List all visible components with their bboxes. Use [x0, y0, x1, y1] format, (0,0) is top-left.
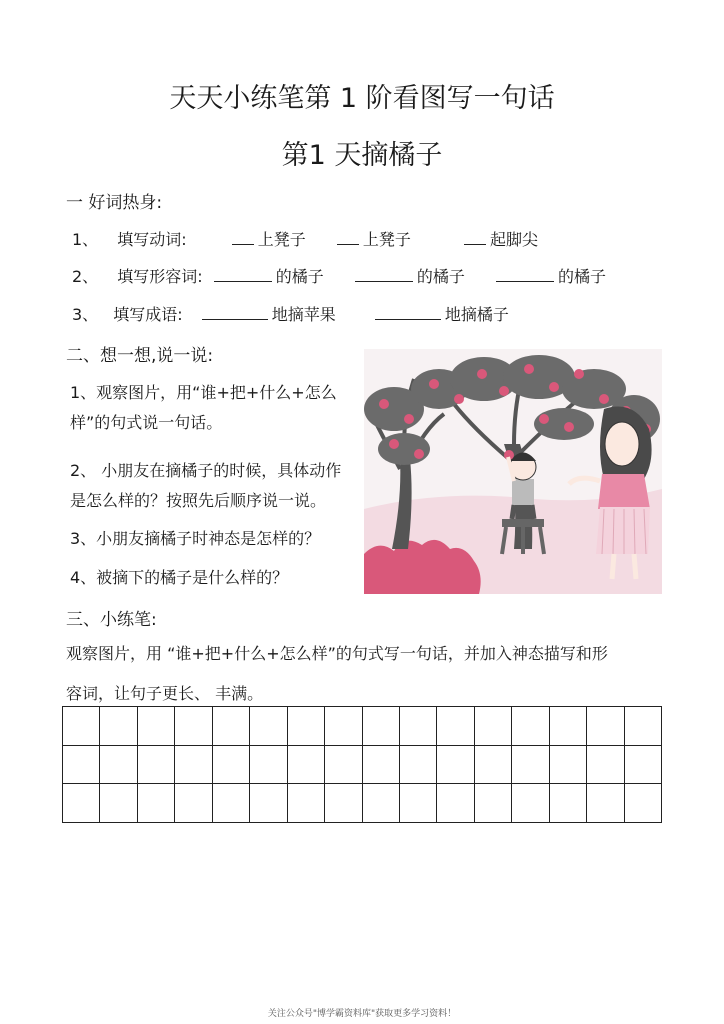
page-subtitle: 第1 天摘橘子: [281, 140, 443, 171]
grid-cell[interactable]: [512, 784, 549, 823]
grid-cell[interactable]: [63, 745, 100, 784]
grid-cell[interactable]: [100, 707, 137, 746]
row-number: 2、: [72, 267, 99, 286]
grid-cell[interactable]: [549, 784, 586, 823]
fill-blank[interactable]: [355, 264, 413, 282]
grid-cell[interactable]: [325, 784, 362, 823]
grid-cell[interactable]: [63, 707, 100, 746]
blank-suffix: 地摘橘子: [444, 305, 509, 324]
grid-cell[interactable]: [549, 707, 586, 746]
section3-heading: 三、小练笔:: [66, 610, 157, 630]
blank-suffix: 的橘子: [416, 267, 465, 286]
fill-blank[interactable]: [375, 302, 441, 320]
instruction-line: 容词，让句子更长、 丰满。: [66, 684, 264, 703]
blank-suffix: 的橘子: [558, 267, 607, 286]
grid-cell[interactable]: [325, 707, 362, 746]
grid-cell[interactable]: [474, 745, 511, 784]
grid-cell[interactable]: [362, 745, 399, 784]
question-line: 样”的句式说一句话。: [70, 413, 223, 432]
question-line: 是怎么样的？按照先后顺序说一说。: [70, 491, 327, 510]
row-label: 填写动词:: [117, 230, 187, 249]
grid-cell[interactable]: [287, 707, 324, 746]
grid-cell[interactable]: [587, 707, 624, 746]
instruction-line: 观察图片，用 “谁+把+什么+怎么样”的句式写一句话，并加入神态描写和形: [66, 644, 608, 663]
question-line: 2、 小朋友在摘橘子的时候，具体动作: [70, 461, 342, 480]
row-number: 3、: [72, 305, 99, 324]
section1-heading: 一 好词热身:: [66, 193, 163, 213]
grid-cell[interactable]: [250, 745, 287, 784]
grid-cell[interactable]: [587, 784, 624, 823]
grid-cell[interactable]: [250, 784, 287, 823]
grid-cell[interactable]: [437, 784, 474, 823]
question-1: [70, 378, 337, 438]
vocab-row-verbs: [72, 227, 538, 250]
grid-cell[interactable]: [137, 745, 174, 784]
practice-instruction: [66, 634, 608, 714]
writing-grid[interactable]: [62, 706, 662, 823]
grid-cell[interactable]: [549, 745, 586, 784]
vocab-row-idioms: [72, 302, 509, 325]
blank-suffix: 起脚尖: [490, 230, 539, 249]
grid-cell[interactable]: [100, 745, 137, 784]
grid-cell[interactable]: [100, 784, 137, 823]
grid-cell[interactable]: [175, 745, 212, 784]
section2-heading: 二、想一想,说一说:: [66, 346, 214, 366]
blank-suffix: 的橘子: [275, 267, 324, 286]
question-4: 4、被摘下的橘子是什么样的？: [70, 568, 289, 587]
fill-blank[interactable]: [464, 227, 486, 245]
grid-cell[interactable]: [624, 745, 661, 784]
fill-blank[interactable]: [232, 227, 254, 245]
grid-cell[interactable]: [362, 784, 399, 823]
grid-cell[interactable]: [175, 707, 212, 746]
question-3: 3、小朋友摘橘子时神态是怎样的？: [70, 529, 321, 548]
grid-cell[interactable]: [212, 707, 249, 746]
grid-row: [63, 784, 662, 823]
fill-blank[interactable]: [337, 227, 359, 245]
grid-cell[interactable]: [399, 707, 436, 746]
grid-cell[interactable]: [512, 745, 549, 784]
page-title: 天天小练笔第 1 阶看图写一句话: [169, 83, 555, 114]
grid-cell[interactable]: [399, 745, 436, 784]
grid-cell[interactable]: [587, 745, 624, 784]
grid-cell[interactable]: [474, 784, 511, 823]
blank-suffix: 上凳子: [257, 230, 306, 249]
vocab-row-adjectives: [72, 264, 606, 287]
question-2: [70, 456, 341, 516]
fill-blank[interactable]: [202, 302, 268, 320]
grid-cell[interactable]: [512, 707, 549, 746]
row-label: 填写形容词:: [117, 267, 203, 286]
girl-picking-oranges-illustration: [364, 349, 662, 594]
blank-suffix: 地摘苹果: [271, 305, 336, 324]
grid-cell[interactable]: [63, 784, 100, 823]
grid-cell[interactable]: [325, 745, 362, 784]
grid-cell[interactable]: [175, 784, 212, 823]
grid-cell[interactable]: [287, 745, 324, 784]
row-number: 1、: [72, 230, 99, 249]
fill-blank[interactable]: [214, 264, 272, 282]
grid-cell[interactable]: [362, 707, 399, 746]
grid-cell[interactable]: [474, 707, 511, 746]
grid-cell[interactable]: [137, 707, 174, 746]
footer-note: 关注公众号"博学霸资料库"获取更多学习资料！: [267, 1009, 457, 1019]
grid-cell[interactable]: [287, 784, 324, 823]
grid-row: [63, 707, 662, 746]
row-label: 填写成语:: [113, 305, 183, 324]
blank-suffix: 上凳子: [362, 230, 411, 249]
grid-cell[interactable]: [624, 707, 661, 746]
grid-cell[interactable]: [624, 784, 661, 823]
grid-cell[interactable]: [437, 745, 474, 784]
question-line: 1、观察图片，用“谁+把+什么+怎么: [70, 383, 337, 402]
grid-row: [63, 745, 662, 784]
grid-cell[interactable]: [212, 745, 249, 784]
grid-cell[interactable]: [212, 784, 249, 823]
grid-cell[interactable]: [137, 784, 174, 823]
grid-cell[interactable]: [399, 784, 436, 823]
grid-cell[interactable]: [437, 707, 474, 746]
fill-blank[interactable]: [496, 264, 554, 282]
grid-cell[interactable]: [250, 707, 287, 746]
